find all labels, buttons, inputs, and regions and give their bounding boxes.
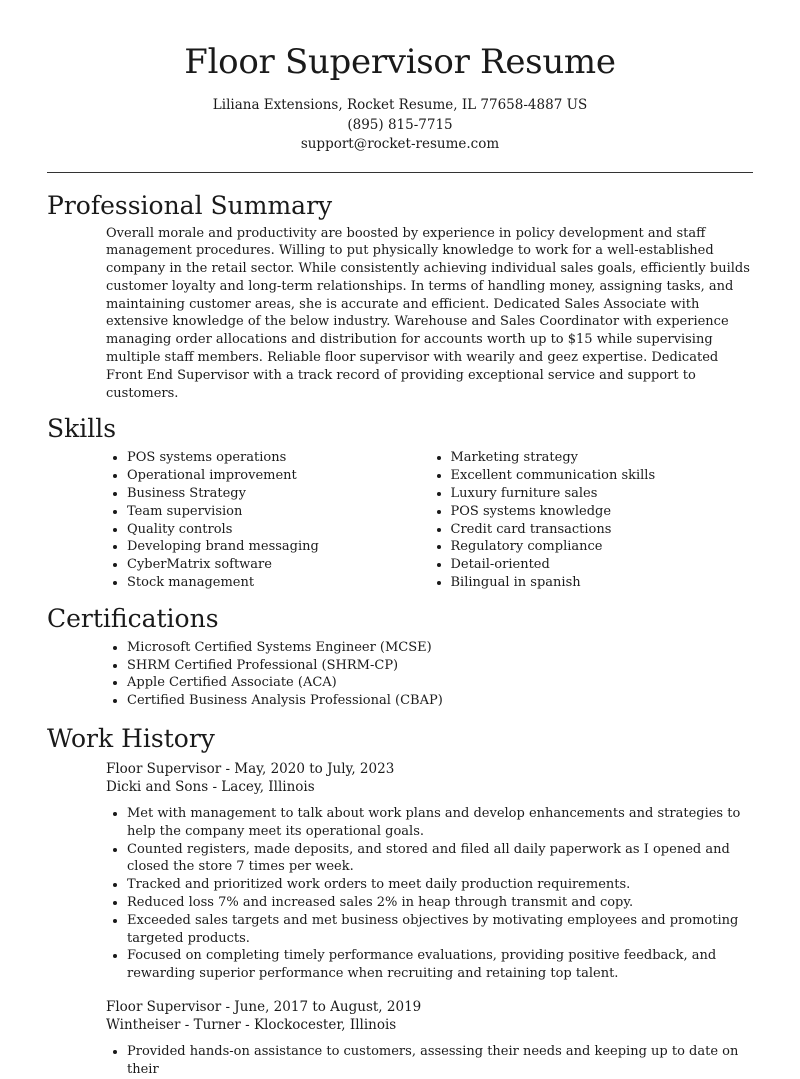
resume-page — [47, 0, 753, 1079]
job-company-line: Wintheiser - Turner - Klockocester, Illinois — [106, 1017, 397, 1033]
skill-item: • Detail-oriented — [451, 556, 754, 574]
certification-item: • Apple Certified Associate (ACA) — [127, 674, 753, 692]
skill-item: • CyberMatrix software — [127, 556, 430, 574]
job-company-line: Dicki and Sons - Lacey, Illinois — [106, 779, 315, 796]
contact-address: Liliana Extensions, Rocket Resume, IL 77658-4887 US — [212, 97, 588, 113]
certifications-list — [106, 639, 753, 710]
contact-block — [47, 96, 753, 155]
certifications-heading: Certifications — [47, 603, 219, 633]
job-entry — [106, 998, 753, 1079]
skill-item: • Credit card transactions — [451, 521, 754, 539]
certification-item: • SHRM Certified Professional (SHRM-CP) — [127, 657, 753, 675]
skill-item: • Operational improvement — [127, 467, 430, 485]
summary-section — [47, 191, 753, 403]
skill-item: • POS systems knowledge — [451, 503, 754, 521]
skills-section — [47, 414, 753, 591]
contact-phone: (895) 815-7715 — [347, 116, 453, 133]
skill-item: • Stock management — [127, 574, 430, 592]
summary-text: Overall morale and productivity are boosted by experience in policy development and staff management procedures. Willing to put physically knowledge to work for a well-established company in the retail sector. While consistently achieving individual sales goals, efficiently builds customer loyalty and long-term relationships. In terms of handling money, assigning tasks, and maintaining customer areas, she is accurate and efficient. Dedicated Sales Associate with extensive knowledge of the below industry. Warehouse and Sales Coordinator with experience managing order allocations and distribution for accounts worth up to $15 while supervising multiple staff members. Reliable floor supervisor with wearily and geez expertise. Dedicated Front End Supervisor with a track record of providing exceptional service and support to customers. — [106, 225, 750, 401]
job-bullet: • Exceeded sales targets and met business objectives by motivating employees and promoting targeted products. — [127, 912, 753, 948]
skills-grid — [106, 449, 753, 591]
job-title-line: Floor Supervisor - May, 2020 to July, 2023 — [106, 761, 395, 778]
summary-heading: Professional Summary — [47, 190, 333, 220]
skill-item: • Quality controls — [127, 521, 430, 539]
skill-item: • Luxury furniture sales — [451, 485, 754, 503]
skill-item: • POS systems operations — [127, 449, 430, 467]
skill-item: • Team supervision — [127, 503, 430, 521]
skill-item: • Bilingual in spanish — [451, 574, 754, 592]
certification-item: • Certified Business Analysis Professional (CBAP) — [127, 692, 753, 710]
job-bullet: • Provided hands-on assistance to customers, assessing their needs and keeping up to date on their — [127, 1043, 753, 1079]
job-bullets — [106, 1043, 753, 1079]
skill-item: • Business Strategy — [127, 485, 430, 503]
job-bullet: • Counted registers, made deposits, and stored and filed all daily paperwork as I opened and closed the store 7 times per week. — [127, 841, 753, 877]
work-history-heading: Work History — [47, 724, 215, 754]
contact-email[interactable]: support@rocket-resume.com — [300, 136, 500, 152]
job-bullet: • Tracked and prioritized work orders to meet daily production requirements. — [127, 876, 753, 894]
work-history-section — [47, 724, 753, 1079]
job-bullet: • Reduced loss 7% and increased sales 2% in heap through transmit and copy. — [127, 894, 753, 912]
job-bullets — [106, 805, 753, 983]
header-divider — [47, 172, 753, 173]
resume-title: Floor Supervisor Resume — [184, 42, 616, 82]
skills-list-left — [106, 449, 430, 591]
certifications-section — [47, 604, 753, 710]
skills-heading: Skills — [47, 414, 117, 444]
job-bullet: • Focused on completing timely performance evaluations, providing positive feedback, and rewarding superior performance when recruiting and retaining top talent. — [127, 947, 753, 983]
job-title-line: Floor Supervisor - June, 2017 to August, 2019 — [106, 999, 422, 1015]
skill-item: • Marketing strategy — [451, 449, 754, 467]
skill-item: • Regulatory compliance — [451, 538, 754, 556]
skill-item: • Excellent communication skills — [451, 467, 754, 485]
certification-item: • Microsoft Certified Systems Engineer (MCSE) — [127, 639, 753, 657]
skills-list-right — [430, 449, 754, 591]
job-entry — [106, 760, 753, 983]
job-bullet: • Met with management to talk about work plans and develop enhancements and strategies to help the company meet its operational goals. — [127, 805, 753, 841]
skill-item: • Developing brand messaging — [127, 538, 430, 556]
